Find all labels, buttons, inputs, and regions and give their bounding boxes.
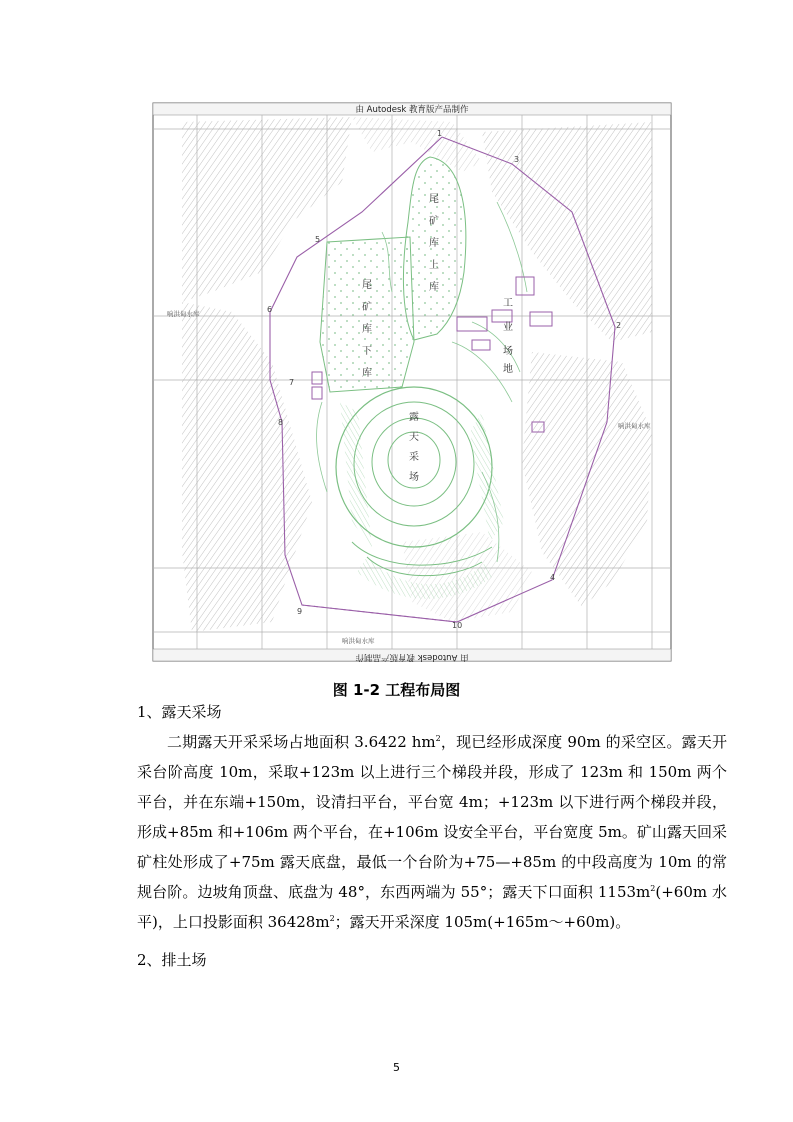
tailing-upper-char: 矿 [429,216,439,227]
figure-caption: 图 1-2 工程布局图 [332,681,461,699]
industrial-char: 场 [503,346,513,357]
open-pit-char: 露 [409,412,419,423]
open-pit-char: 天 [409,432,419,443]
industrial-char: 地 [503,364,513,375]
superscript: 2 [329,914,335,923]
point-4-label: 4 [550,573,556,582]
tailing-lower-char: 矿 [362,302,372,313]
superscript: 2 [435,734,441,743]
reservoir-right-label: 响洪甸水库 [618,422,651,430]
point-9-label: 9 [297,607,303,616]
point-6-label: 6 [267,305,273,314]
open-pit-char: 采 [409,452,419,463]
point-8-label: 8 [278,418,284,427]
section-heading-open-pit: 1、露天采场 [137,703,222,721]
paragraph-text: ，现已经形成深度 90m 的采空区。露天开采台阶高度 10m，采取+123m 以上进行三个梯段并段，形成了 123m 和 150m 两个平台，并在东端+150m，设清扫平台，平台宽 4m；+123m 以下进行两个梯段并段，形成+85m 和+106m 两个平台，在+106m 设安全平台，平台宽度 5m。矿山露天回采矿柱处形成了+75m 露天底盘，最低一个台阶为+75—+85m 的中段高度为 10m 的常规台阶。边坡角顶盘、底盘为 48°，东西两端为 55°；露天下口面积 1153m [137,733,727,901]
point-2-label: 2 [616,321,622,330]
point-3-label: 3 [514,155,520,164]
tailing-upper-char: 库 [429,238,439,249]
tailing-lower-char: 尾 [362,280,372,291]
reservoir-left-label: 响洪甸水库 [167,310,200,318]
watermark-bottom: 由 Autodesk 教育版产品制作 [355,652,469,662]
industrial-char: 工 [503,298,513,309]
paragraph-text: 二期露天开采采场占地面积 3.6422 hm [167,733,436,751]
tailing-lower-char: 下 [362,346,372,357]
reservoir-bottom-label: 响洪甸水库 [342,637,375,645]
point-5-label: 5 [315,235,321,244]
tailing-lower-char: 库 [362,368,372,379]
industrial-char: 业 [503,322,513,333]
map-svg [152,102,672,662]
watermark-top: 由 Autodesk 教育版产品制作 [355,105,469,115]
open-pit-paragraph [137,727,727,937]
tailing-upper-char: 尾 [429,194,439,205]
page-number: 5 [393,1061,400,1074]
superscript: 2 [650,884,656,893]
tailing-lower-char: 库 [362,324,372,335]
point-1-label: 1 [437,129,443,138]
point-7-label: 7 [289,378,295,387]
section-heading-dump: 2、排土场 [137,951,207,969]
open-pit-char: 场 [409,472,419,483]
paragraph-text: ；露天开采深度 105m(+165m～+60m)。 [334,913,631,931]
tailing-upper-char: 库 [429,282,439,293]
tailing-upper-char: 上 [429,260,439,271]
paragraph-text: (+60m 水平)，上口投影面积 36428m [137,883,727,931]
layout-map-figure [152,102,672,662]
point-10-label: 10 [452,621,463,630]
